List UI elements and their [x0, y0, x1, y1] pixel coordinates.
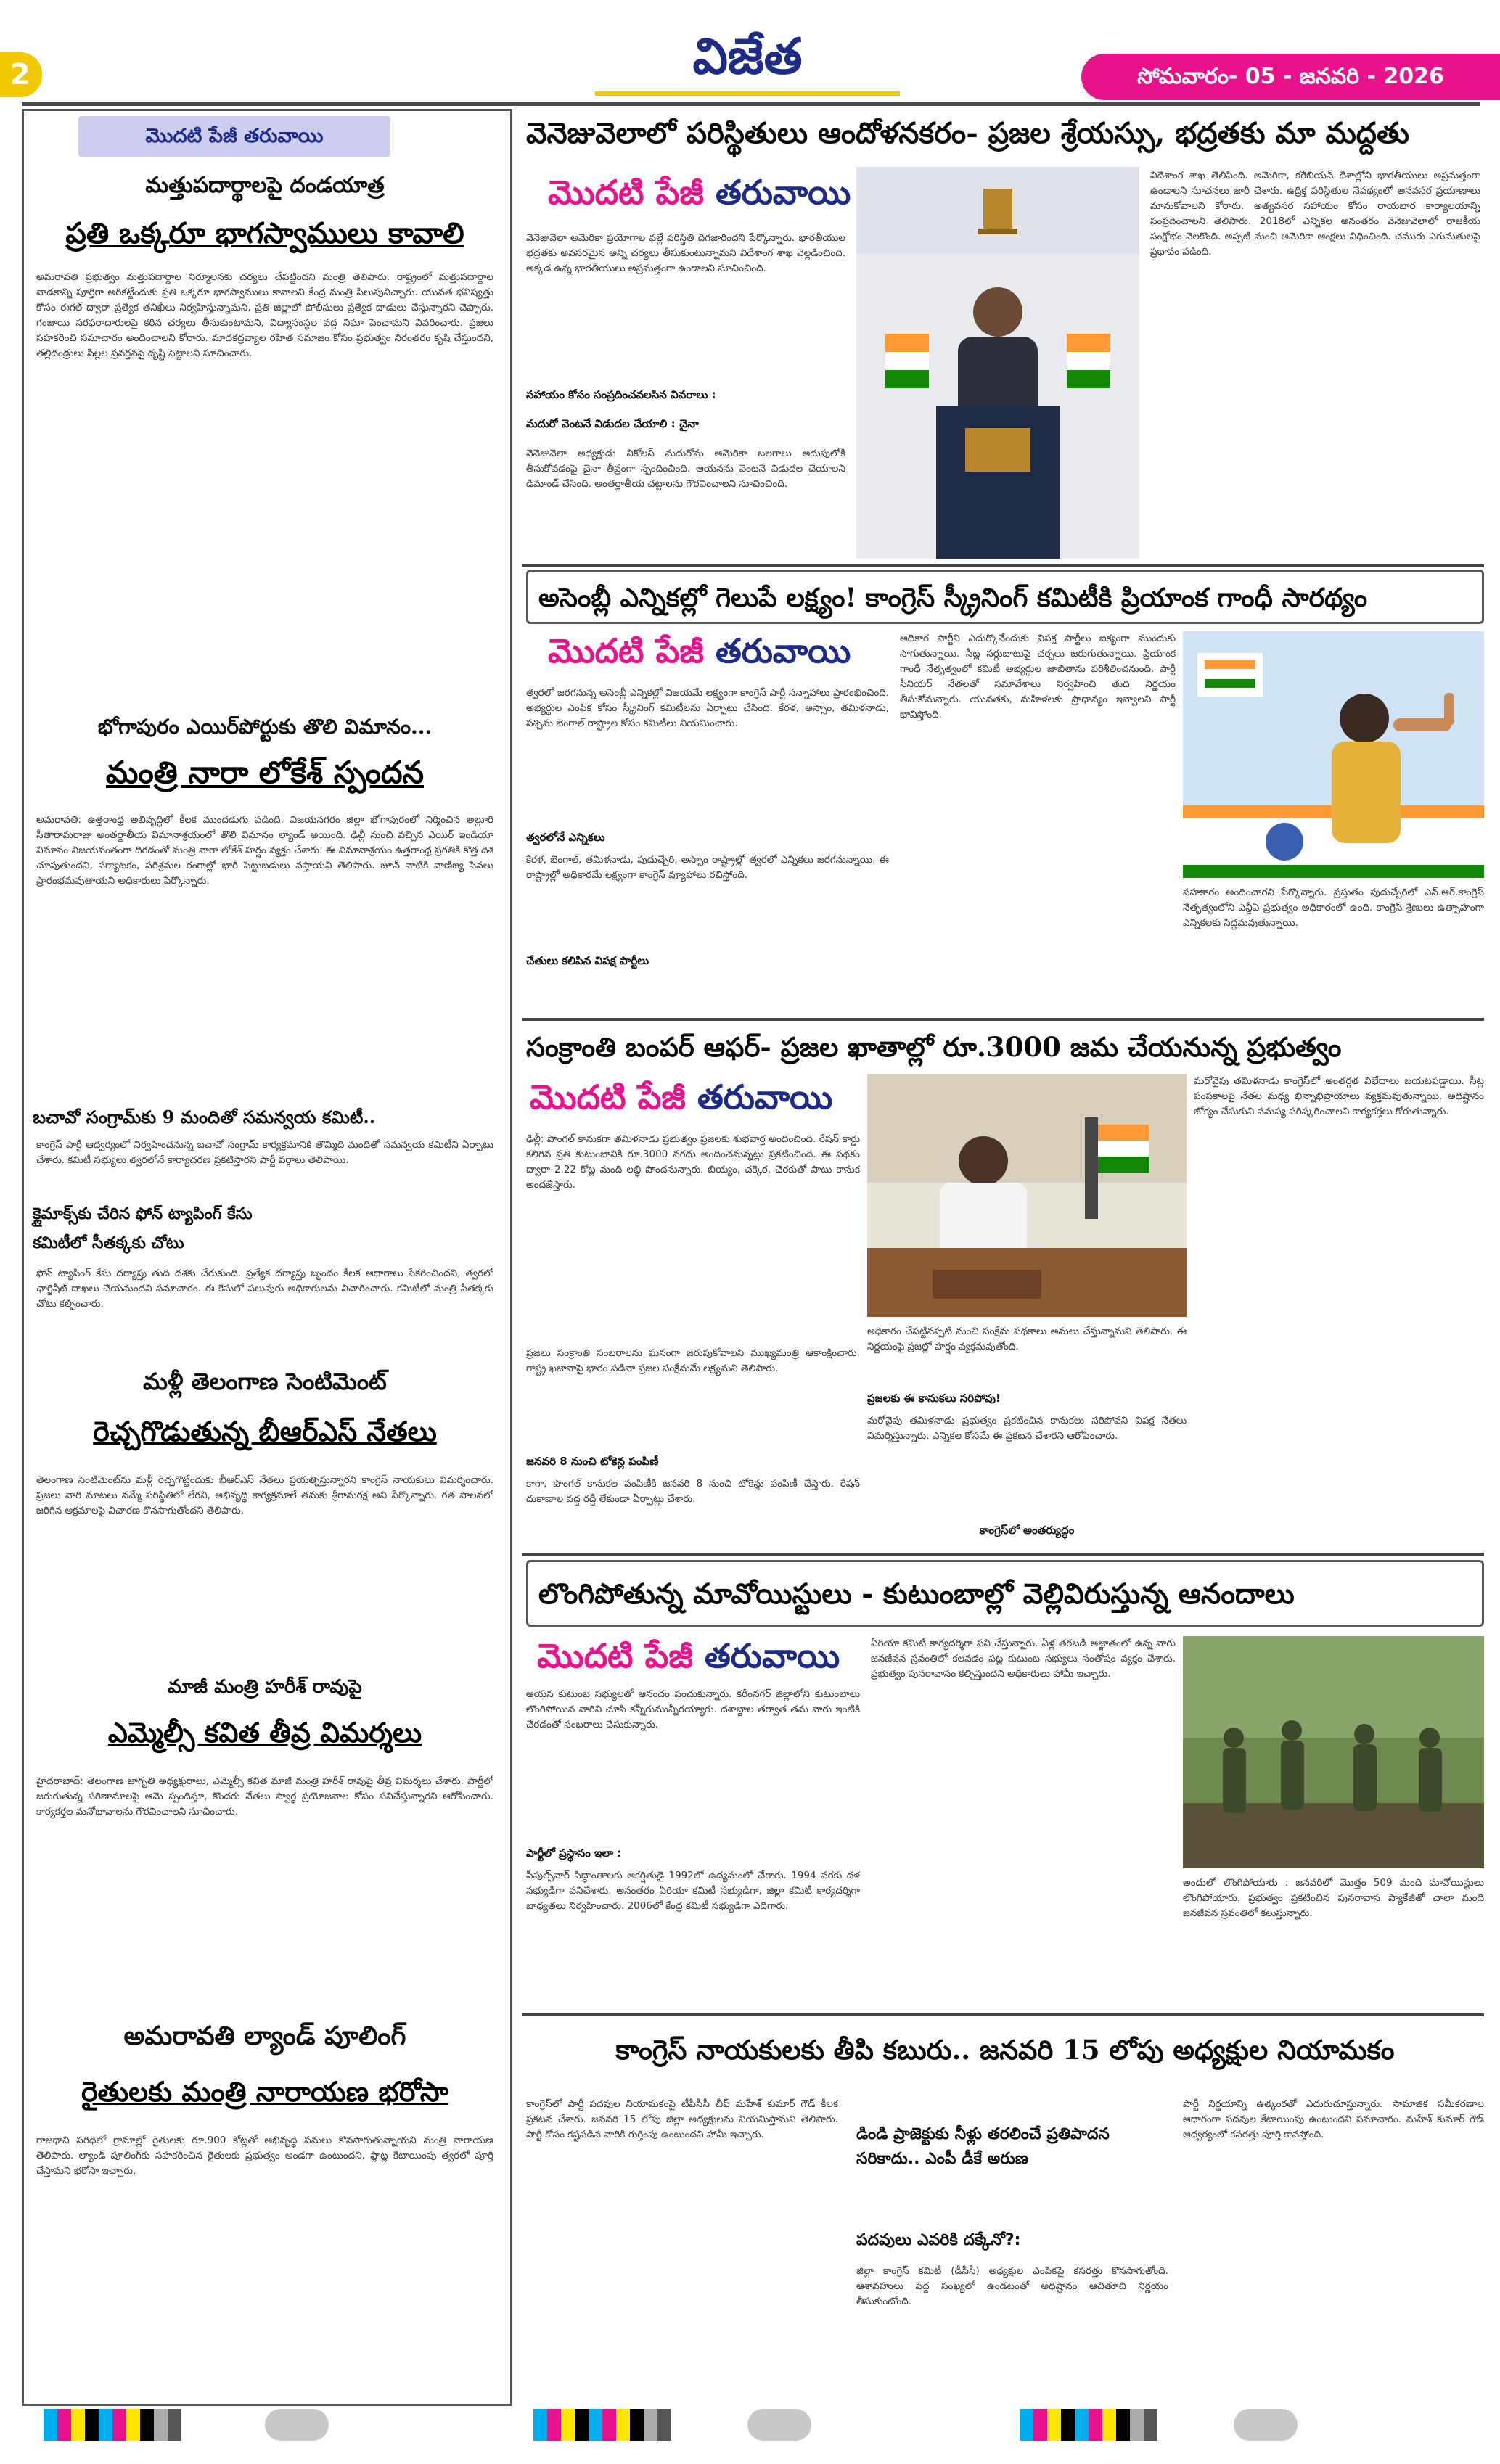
a3-body-4: అధికారం చేపట్టినప్పటి నుంచి సంక్షేమ పథకాలు అమలు చేస్తున్నామని తెలిపారు. ఈ నిర్ణయంపై ప్రజల్లో హర్షం వ్యక్తమవుతోంది.: [867, 1326, 1187, 1352]
a3-body-1: ఢిల్లీ: పొంగల్ కానుకగా తమిళనాడు ప్రభుత్వం ప్రజలకు శుభవార్త అందించింది. రేషన్ కార్డు కలిగిన ప్రతి కుటుంబానికి రూ.3000 నగదు అందించనున్నట్లు ప్రకటించింది. ఈ పథకం ద్వారా 2.22 కోట్ల మంది లబ్ధి పొందనున్నారు. బియ్యం, చక్కెర, చెరకుతో పాటు కానుక అందజేస్తారు.: [526, 1133, 860, 1191]
page-number: 2: [0, 52, 42, 97]
a1-body-2: వెనెజువెలా అధ్యక్షుడు నికోలస్ మదురోను అమెరికా బలగాలు అదుపులోకి తీసుకోవడంపై చైనా తీవ్రంగా స్పందించింది. ఆయనను వెంటనే విడుదల చేయాలని డిమాండ్ చేసింది. అంతర్జాతీయ చట్టాలను గౌరవించాలని సూచించింది.: [526, 448, 845, 490]
divider-2: [522, 1018, 1484, 1021]
s4-subheading: క్లైమాక్స్‌కు చేరిన ఫోన్ ట్యాపింగ్ కేసు: [33, 1204, 253, 1223]
a4-body-3: ఏరియా కమిటీ కార్యదర్శిగా పని చేస్తున్నారు. ఏళ్ల తరబడి అజ్ఞాతంలో ఉన్న వారు జనజీవన స్రవంతిలో కలవడం పట్ల కుటుంబ సభ్యులు సంతోషం వ్యక్తం చేశారు. ప్రభుత్వం పునరావాసం కల్పిస్తుందని అధికారులు హామీ ఇచ్చారు.: [871, 1638, 1176, 1680]
s1-body: అమరావతి ప్రభుత్వం మత్తుపదార్థాల నిర్మూలనకు చర్యలు చేపట్టిందని మంత్రి తెలిపారు. రాష్ట్రంలో మత్తుపదార్థాల వాడకాన్ని పూర్తిగా అరికట్టేందుకు ప్రతి ఒక్కరూ భాగస్వాములు కావాలని కేంద్ర మంత్రి పిలుపునిచ్చారు. యువత భవిష్యత్తు కోసం ఈగల్ ద్వారా ప్రత్యేక తనిఖీలు నిర్వహిస్తున్నామని, ప్రతి జిల్లాలో పోలీసులు ప్రత్యేక దాడులు చేస్తున్నారని చెప్పారు. గంజాయి సరఫరాదారులపై కఠిన చర్యలు తీసుకుంటామని, విద్యాసంస్థల వద్ద నిఘా పెంచామని వివరించారు. ప్రజలు సహకరించి సమాచారం అందించాలని కోరారు. మాదకద్రవ్యాల రహిత సమాజం కోసం ప్రభుత్వం నిరంతరం కృషి చేస్తుందని, తల్లిదండ్రులు పిల్లల ప్రవర్తనపై దృష్టి పెట్టాలని సూచించారు.: [36, 271, 493, 359]
a2-body-2: కేరళ, బెంగాల్, తమిళనాడు, పుదుచ్చేరి, అస్సాం రాష్ట్రాల్లో త్వరలో ఎన్నికలు జరగనున్నాయి. ఈ రాష్ట్రాల్లో అధికారమే లక్ష్యంగా కాంగ్రెస్ వ్యూహాలు రచిస్తోంది.: [526, 854, 889, 881]
a1-body-1: వెనెజువెలా అమెరికా ప్రయోగాల వల్లే పరిస్థితి దిగజారిందని పేర్కొన్నారు. భారతీయుల భద్రతకు అవసరమైన అన్ని చర్యలు తీసుకుంటున్నామని విదేశాంగ శాఖ వెల్లడించింది. అక్కడ ఉన్న భారతీయులు అప్రమత్తంగా ఉండాలని సూచించింది.: [526, 232, 845, 274]
a4-body-2: పీపుల్స్‌వార్ సిద్ధాంతాలకు ఆకర్షితుడై 1992లో ఉద్యమంలో చేరారు. 1994 వరకు దళ సభ్యుడిగా పనిచేశారు. అనంతరం ఏరియా కమిటీ సభ్యుడిగా, జిల్లా కమిటీ కార్యదర్శిగా బాధ్యతలు నిర్వహించారు. 2006లో కేంద్ర కమిటీ సభ్యుడిగా ఎదిగారు.: [526, 1870, 860, 1912]
s5-body: తెలంగాణ సెంటిమెంట్‌ను మళ్లీ రెచ్చగొట్టేందుకు బీఆర్ఎస్ నేతలు ప్రయత్నిస్తున్నారని కాంగ్రెస్ నాయకులు విమర్శించారు. ప్రజలు వారి మాటలు నమ్మే పరిస్థితిలో లేరని, అభివృద్ధి కార్యక్రమాలే తమకు శ్రీరామరక్ష అని పేర్కొన్నారు. గత పాలనలో జరిగిన అక్రమాలపై విచారణ కొనసాగుతోందని తెలిపారు.: [36, 1474, 493, 1516]
a4-kicker: [537, 1636, 840, 1684]
a4-body-1: ఆయన కుటుంబ సభ్యులతో ఆనందం పంచుకున్నారు. కరీంనగర్ జిల్లాలోని కుటుంబాలు లొంగిపోయిన వారిని చూసి కన్నీరుమున్నీరయ్యారు. దశాబ్దాల తర్వాత తమ వారు ఇంటికి చేరడంతో సంబరాలు చేసుకున్నారు.: [526, 1688, 860, 1730]
a2-kicker-a: మొదటి పేజీ: [548, 631, 704, 670]
a3-kicker: [530, 1077, 832, 1125]
s1-subheading: మత్తుపదార్థాలపై దండయాత్ర: [145, 173, 385, 198]
s3-subheading: బచావో సంగ్రామ్‌కు 9 మందితో సమన్వయ కమిటీ..: [33, 1106, 376, 1128]
a5-headline: కాంగ్రెస్ నాయకులకు తీపి కబురు.. జనవరి 15 లోపు అధ్యక్షుల నియామకం: [615, 2034, 1395, 2066]
print-registration-left: [44, 2409, 181, 2441]
divider-1: [522, 564, 1484, 567]
s6-body: హైదరాబాద్: తెలంగాణ జాగృతి అధ్యక్షురాలు, ఎమ్మెల్సీ కవిత మాజీ మంత్రి హరీశ్ రావుపై తీవ్ర విమర్శలు చేశారు. పార్టీలో జరుగుతున్న పరిణామాలపై ఆమె స్పందిస్తూ, కొందరు నేతలు స్వార్థ ప్రయోజనాల కోసం పనిచేస్తున్నారని ఆరోపించారు. కార్యకర్తల మనోభావాలను గౌరవించాలని సూచించారు.: [36, 1775, 493, 1818]
a3-headline: సంక్రాంతి బంపర్ ఆఫర్- ప్రజల ఖాతాల్లో రూ.3000 జమ చేయనున్న ప్రభుత్వం: [526, 1031, 1342, 1063]
print-registration-mark-2: [747, 2409, 811, 2441]
a3-sub-3: కాంగ్రెస్‌లో అంతర్యుద్ధం: [979, 1524, 1075, 1537]
a3-kicker-a: మొదటి పేజీ: [530, 1077, 686, 1117]
s2-body: అమరావతి: ఉత్తరాంధ్ర అభివృద్ధిలో కీలక ముందడుగు పడింది. విజయనగరం జిల్లా భోగాపురంలో నిర్మించిన అల్లూరి సీతారామరాజు అంతర్జాతీయ విమానాశ్రయంలో తొలి విమానం ల్యాండ్ అయింది. ఢిల్లీ నుంచి వచ్చిన ఎయిర్ ఇండియా విమానం విజయవంతంగా దిగడంతో మంత్రి నారా లోకేశ్ హర్షం వ్యక్తం చేశారు. ఈ విమానాశ్రయం ఉత్తరాంధ్ర ప్రగతికి కొత్త దిశ చూపుతుందని, పర్యాటకం, పరిశ్రమల రంగాల్లో భారీ పెట్టుబడులు వస్తాయని తెలిపారు. జూన్ నాటికి వాణిజ్య సేవలు ప్రారంభమవుతాయని అధికారులు పేర్కొన్నారు.: [36, 814, 493, 887]
a2-kicker: [548, 631, 851, 679]
s4-body: ఫోన్ ట్యాపింగ్ కేసు దర్యాప్తు తుది దశకు చేరుకుంది. ప్రత్యేక దర్యాప్తు బృందం కీలక ఆధారాలు సేకరించిందని, త్వరలో ఛార్జిషీట్ దాఖలు చేయనుందని సమాచారం. ఈ కేసులో పలువురు అధికారులను విచారించారు. కమిటీలో మంత్రి సీతక్కకు చోటు కల్పించారు.: [36, 1268, 493, 1310]
a3-photo-official: [867, 1074, 1187, 1317]
a5-sub-1: డిండి ప్రాజెక్టుకు నీళ్లు తరలించే ప్రతిపాదన సరికాదు.. ఎంపీ డీకే అరుణ: [856, 2125, 1110, 2168]
a2-sub-1: త్వరలోనే ఎన్నికలు: [526, 831, 605, 844]
s5-subheading: మళ్లీ తెలంగాణ సెంటిమెంట్: [143, 1368, 387, 1395]
a2-headline: అసెంబ్లీ ఎన్నికల్లో గెలుపే లక్ష్యం! కాంగ్రెస్ స్క్రీనింగ్ కమిటీకి ప్రియాంక గాంధీ సారథ్యం: [526, 570, 1484, 624]
a3-kicker-b: తరువాయి: [697, 1077, 833, 1117]
a1-sub-1: సహాయం కోసం సంప్రదించవలసిన వివరాలు :: [526, 388, 716, 401]
s3-body: కాంగ్రెస్ పార్టీ ఆధ్వర్యంలో నిర్వహించనున్న బచావో సంగ్రామ్ కార్యక్రమానికి తొమ్మిది మందితో సమన్వయ కమిటీని ఏర్పాటు చేశారు. కమిటీ సభ్యులు త్వరలోనే కార్యాచరణ ప్రకటిస్తారని పార్టీ వర్గాలు తెలిపాయి.: [36, 1139, 493, 1166]
date-band: సోమవారం- 05 - జనవరి - 2026: [1081, 54, 1500, 100]
s7-body: రాజధాని పరిధిలో గ్రామాల్లో రైతులకు రూ.900 కోట్లతో అభివృద్ధి పనులు కొనసాగుతున్నాయని మంత్రి నారాయణ తెలిపారు. ల్యాండ్ పూలింగ్‌కు సహకరించిన రైతులకు ప్రభుత్వం అండగా ఉంటుందని, ప్లాట్ల కేటాయింపు త్వరలో పూర్తి చేస్తామని భరోసా ఇచ్చారు.: [36, 2135, 493, 2177]
a2-sub-2: చేతులు కలిపిన విపక్ష పార్టీలు: [526, 954, 649, 967]
a2-kicker-b: తరువాయి: [715, 631, 851, 670]
print-registration-middle: [533, 2409, 671, 2441]
a2-body-1: త్వరలో జరగనున్న అసెంబ్లీ ఎన్నికల్లో విజయమే లక్ష్యంగా కాంగ్రెస్ పార్టీ సన్నాహాలు ప్రారంభించింది. అభ్యర్థుల ఎంపిక కోసం స్క్రీనింగ్ కమిటీలను ఏర్పాటు చేసింది. కేరళ, అస్సాం, తమిళనాడు, పశ్చిమ బెంగాల్ రాష్ట్రాల కోసం కమిటీలు నియమించారు.: [526, 687, 889, 729]
print-registration-mark-1: [265, 2409, 329, 2441]
print-registration-mark-3: [1234, 2409, 1298, 2441]
a5-body-3: పార్టీ నిర్ణయాన్ని ఉత్కంఠతో ఎదురుచూస్తున్నారు. సామాజిక సమీకరణాల ఆధారంగా పదవుల కేటాయింపు ఉంటుందని సమాచారం. మహేశ్ కుమార్ గౌడ్ ఆధ్వర్యంలో కసరత్తు పూర్తి కావస్తోంది.: [1183, 2098, 1484, 2140]
continued-tag: మొదటి పేజీ తరువాయి: [78, 116, 390, 157]
a1-kicker: [548, 173, 851, 221]
a5-body-2: జిల్లా కాంగ్రెస్ కమిటీ (డీసీసీ) అధ్యక్షుల ఎంపికపై కసరత్తు కొనసాగుతోంది. ఆశావహులు పెద్ద సంఖ్యలో ఉండటంతో అధిష్టానం ఆచితూచి నిర్ణయం తీసుకుంటోంది.: [856, 2265, 1168, 2307]
a1-kicker-a: మొదటి పేజీ: [548, 173, 704, 212]
a4-kicker-b: తరువాయి: [704, 1636, 840, 1675]
print-registration-right: [1020, 2409, 1157, 2441]
a1-photo-podium: [856, 167, 1139, 559]
a1-sub-2: మదురో వెంటనే విడుదల చేయాలి : చైనా: [526, 417, 699, 430]
a4-headline: లొంగిపోతున్న మావోయిస్టులు - కుటుంబాల్లో వెల్లివిరుస్తున్న ఆనందాలు: [526, 1560, 1484, 1627]
a1-body-3: విదేశాంగ శాఖ తెలిపింది. అమెరికా, కరేబియన్ దేశాల్లోని భారతీయులు అప్రమత్తంగా ఉండాలని సూచనలు జారీ చేశారు. ఉద్రిక్త పరిస్థితుల నేపథ్యంలో అనవసర ప్రయాణాలు మానుకోవాలని కోరారు. అత్యవసర సహాయం కోసం రాయబార కార్యాలయాన్ని సంప్రదించాలని తెలిపారు. 2018లో ఎన్నికల అనంతరం వెనెజువెలాలో రాజకీయ సంక్షోభం నెలకొంది. అప్పటి నుంచి అమెరికా ఆంక్షలు విధించింది. చమురు ఎగుమతులపై ప్రభావం పడింది.: [1150, 170, 1480, 258]
s7-heading: రైతులకు మంత్రి నారాయణ భరోసా: [81, 2075, 449, 2108]
a5-sub-2: పదవులు ఎవరికి దక్కేనో?:: [856, 2231, 1021, 2249]
s7-subheading: అమరావతి ల్యాండ్ పూలింగ్: [123, 2021, 406, 2051]
s2-heading: మంత్రి నారా లోకేశ్ స్పందన: [106, 755, 424, 790]
a1-kicker-b: తరువాయి: [715, 173, 851, 212]
s6-subheading: మాజీ మంత్రి హరీశ్ రావుపై: [168, 1676, 362, 1698]
header-rule: [22, 102, 1480, 106]
a3-body-3: కాగా, పొంగల్ కానుకల పంపిణీకి జనవరి 8 నుంచి టోకెన్లు పంపిణీ చేస్తారు. రేషన్ దుకాణాల వద్ద రద్దీ లేకుండా ఏర్పాట్లు చేశారు.: [526, 1478, 860, 1505]
s5-heading: రెచ్చగొడుతున్న బీఆర్ఎస్ నేతలు: [93, 1415, 437, 1447]
s6-heading: ఎమ్మెల్సీ కవిత తీవ్ర విమర్శలు: [107, 1716, 422, 1749]
a4-sub-1: పార్టీలో ప్రస్థానం ఇలా :: [526, 1847, 622, 1860]
a5-body-1: కాంగ్రెస్‌లో పార్టీ పదవుల నియామకంపై టీపీసీసీ చీఫ్ మహేశ్ కుమార్ గౌడ్ కీలక ప్రకటన చేశారు. జనవరి 15 లోపు జిల్లా అధ్యక్షులను నియమిస్తామని తెలిపారు. పార్టీ కోసం కష్టపడిన వారికి గుర్తింపు ఉంటుందని హామీ ఇచ్చారు.: [526, 2098, 838, 2140]
a3-sub-1: జనవరి 8 నుంచి టోకెన్ల పంపిణీ: [526, 1455, 659, 1468]
a3-body-2: ప్రజలు సంక్రాంతి సంబరాలను ఘనంగా జరుపుకోవాలని ముఖ్యమంత్రి ఆకాంక్షించారు. రాష్ట్ర ఖజానాపై భారం పడినా ప్రజల సంక్షేమమే లక్ష్యమని తెలిపారు.: [526, 1347, 860, 1374]
s2-subheading: భోగాపురం ఎయిర్‌పోర్టుకు తొలి విమానం...: [97, 715, 433, 739]
divider-4: [522, 2013, 1484, 2016]
a2-body-4: సహకారం అందించారని పేర్కొన్నారు. ప్రస్తుతం పుదుచ్చేరిలో ఎన్.ఆర్.కాంగ్రెస్ నేతృత్వంలోని ఎన్డీఏ ప్రభుత్వం అధికారంలో ఉంది. కాంగ్రెస్ శ్రేణులు ఉత్సాహంగా ఎన్నికలకు సిద్ధమవుతున్నాయి.: [1183, 887, 1484, 929]
emblem-icon: [978, 189, 1017, 234]
a3-body-6: మరోవైపు తమిళనాడు కాంగ్రెస్‌లో అంతర్గత విభేదాలు బయటపడ్డాయి. సీట్ల పంపకాలపై నేతల మధ్య భిన్నాభిప్రాయాలు వ్యక్తమవుతున్నాయి. అధిష్టానం జోక్యం చేసుకుని సమస్య పరిష్కరించాలని కార్యకర్తలు కోరుతున్నారు.: [1194, 1075, 1484, 1117]
a2-photo-priyanka: [1183, 631, 1484, 878]
masthead-logo: విజేత: [595, 22, 900, 96]
a3-body-5: మరోవైపు తమిళనాడు ప్రభుత్వం ప్రకటించిన కానుకలు సరిపోవని విపక్ష నేతలు విమర్శిస్తున్నారు. ఎన్నికల కోసమే ఈ ప్రకటన చేశారని ఆరోపించారు.: [867, 1415, 1187, 1442]
a4-body-4: అందులో లొంగిపోయారు : జనవరిలో మొత్తం 509 మంది మావోయిస్టులు లొంగిపోయారు. ప్రభుత్వం ప్రకటించిన పునరావాస ప్యాకేజీతో చాలా మంది జనజీవన స్రవంతిలో కలుస్తున్నారు.: [1183, 1877, 1484, 1919]
a1-headline: వెనెజువెలాలో పరిస్థితులు ఆందోళనకరం- ప్రజల శ్రేయస్సు, భద్రతకు మా మద్దతు: [526, 116, 1410, 150]
a2-body-3: అధికార పార్టీని ఎదుర్కొనేందుకు విపక్ష పార్టీలు ఐక్యంగా ముందుకు సాగుతున్నాయి. సీట్ల సర్దుబాటుపై చర్చలు జరుగుతున్నాయి. ప్రియాంక గాంధీ నేతృత్వంలో కమిటీ అభ్యర్థుల జాబితాను పరిశీలించనుంది. పార్టీ సీనియర్ నేతలతో సమావేశాలు నిర్వహించి తుది నిర్ణయం తీసుకోనున్నారు. యువతకు, మహిళలకు ప్రాధాన్యం ఇవ్వాలని పార్టీ భావిస్తోంది.: [900, 633, 1176, 720]
a4-kicker-a: మొదటి పేజీ: [537, 1636, 693, 1675]
s1-heading: ప్రతి ఒక్కరూ భాగస్వాములు కావాలి: [65, 216, 464, 250]
divider-3: [522, 1553, 1484, 1556]
s4-subheading-2: కమిటీలో సీతక్కకు చోటు: [33, 1233, 184, 1252]
a4-photo-maoists: [1183, 1636, 1484, 1868]
a3-sub-2: ప్రజలకు ఈ కానుకలు సరిపోవు!: [867, 1392, 1001, 1405]
